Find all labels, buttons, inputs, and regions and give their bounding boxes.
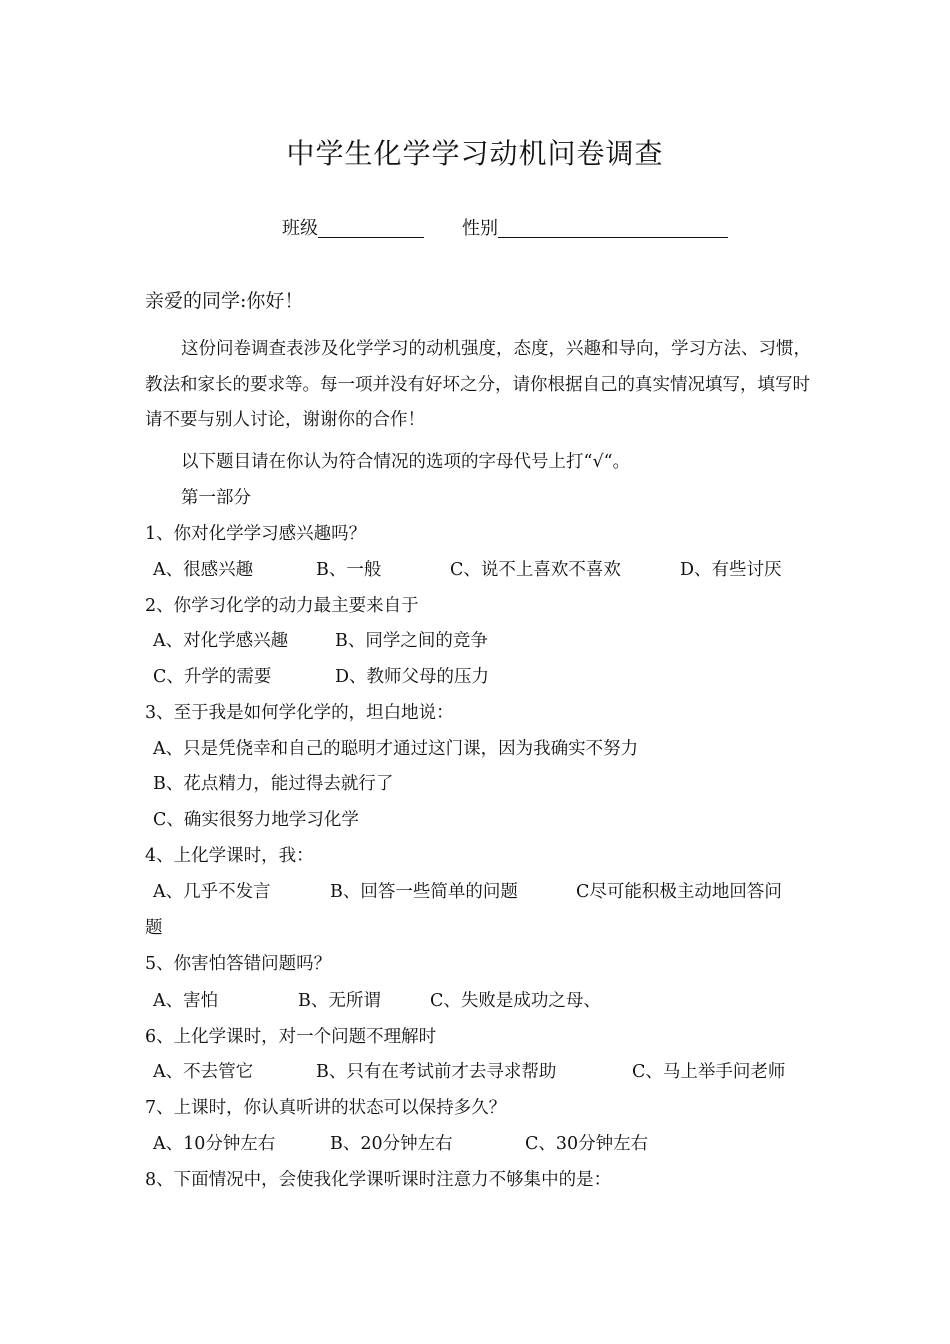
student-info-line bbox=[282, 214, 728, 240]
instruction-text: 以下题目请在你认为符合情况的选项的字母代号上打“√“。 bbox=[181, 452, 631, 472]
q1-option-a[interactable]: A、很感兴趣 bbox=[153, 560, 254, 580]
class-blank-field[interactable] bbox=[318, 217, 424, 238]
q6-option-b[interactable]: B、只有在考试前才去寻求帮助 bbox=[316, 1062, 557, 1082]
q7-option-c[interactable]: C、30分钟左右 bbox=[525, 1134, 649, 1154]
class-label: 班级 bbox=[282, 218, 318, 239]
q1-option-b[interactable]: B、一般 bbox=[316, 560, 382, 580]
q1-option-c[interactable]: C、说不上喜欢不喜欢 bbox=[450, 560, 621, 580]
q2-option-a[interactable]: A、对化学感兴趣 bbox=[153, 631, 289, 651]
question-8: 8、下面情况中，会使我化学课听课时注意力不够集中的是： bbox=[145, 1170, 612, 1190]
q3-option-c[interactable]: C、确实很努力地学习化学 bbox=[153, 810, 359, 830]
q2-option-d[interactable]: D、教师父母的压力 bbox=[335, 667, 490, 687]
question-3: 3、至于我是如何学化学的，坦白地说： bbox=[145, 703, 454, 723]
q1-option-d[interactable]: D、有些讨厌 bbox=[680, 560, 782, 580]
gender-label: 性别 bbox=[462, 218, 498, 239]
question-6: 6、上化学课时，对一个问题不理解时 bbox=[145, 1027, 437, 1047]
q5-option-c[interactable]: C、失败是成功之母、 bbox=[430, 991, 601, 1011]
q5-option-a[interactable]: A、害怕 bbox=[153, 991, 219, 1011]
question-5: 5、你害怕答错问题吗？ bbox=[145, 954, 332, 974]
q5-option-b[interactable]: B、无所谓 bbox=[298, 991, 381, 1011]
q3-option-b[interactable]: B、花点精力，能过得去就行了 bbox=[153, 774, 394, 794]
q4-option-c-wrap: 题 bbox=[145, 918, 163, 938]
q7-option-b[interactable]: B、20分钟左右 bbox=[330, 1134, 453, 1154]
question-4: 4、上化学课时，我： bbox=[145, 846, 314, 866]
question-7: 7、上课时，你认真听讲的状态可以保持多久？ bbox=[145, 1098, 507, 1118]
q6-option-a[interactable]: A、不去管它 bbox=[153, 1062, 254, 1082]
question-2: 2、你学习化学的动力最主要来自于 bbox=[145, 596, 419, 616]
q2-option-c[interactable]: C、升学的需要 bbox=[153, 667, 272, 687]
question-1: 1、你对化学学习感兴趣吗？ bbox=[145, 524, 367, 544]
page-title: 中学生化学学习动机问卷调查 bbox=[286, 137, 664, 170]
q2-option-b[interactable]: B、同学之间的竞争 bbox=[335, 631, 488, 651]
gender-blank-field[interactable] bbox=[498, 217, 728, 238]
q3-option-a[interactable]: A、只是凭侥幸和自己的聪明才通过这门课，因为我确实不努力 bbox=[153, 739, 639, 759]
q4-option-a[interactable]: A、几乎不发言 bbox=[153, 882, 271, 902]
q7-option-a[interactable]: A、10分钟左右 bbox=[153, 1134, 276, 1154]
q4-option-b[interactable]: B、回答一些简单的问题 bbox=[330, 882, 518, 902]
q6-option-c[interactable]: C、马上举手问老师 bbox=[632, 1062, 786, 1082]
q4-option-c[interactable]: C尽可能积极主动地回答问 bbox=[576, 882, 782, 902]
greeting: 亲爱的同学:你好！ bbox=[145, 290, 304, 312]
intro-paragraph: 这份问卷调查表涉及化学学习的动机强度，态度，兴趣和导向，学习方法、习惯，教法和家长的要求等。每一项并没有好坏之分，请你根据自己的真实情况填写，填写时请不要与别人讨论，谢谢你的合作！ bbox=[145, 339, 811, 430]
section-heading: 第一部分 bbox=[181, 488, 251, 508]
